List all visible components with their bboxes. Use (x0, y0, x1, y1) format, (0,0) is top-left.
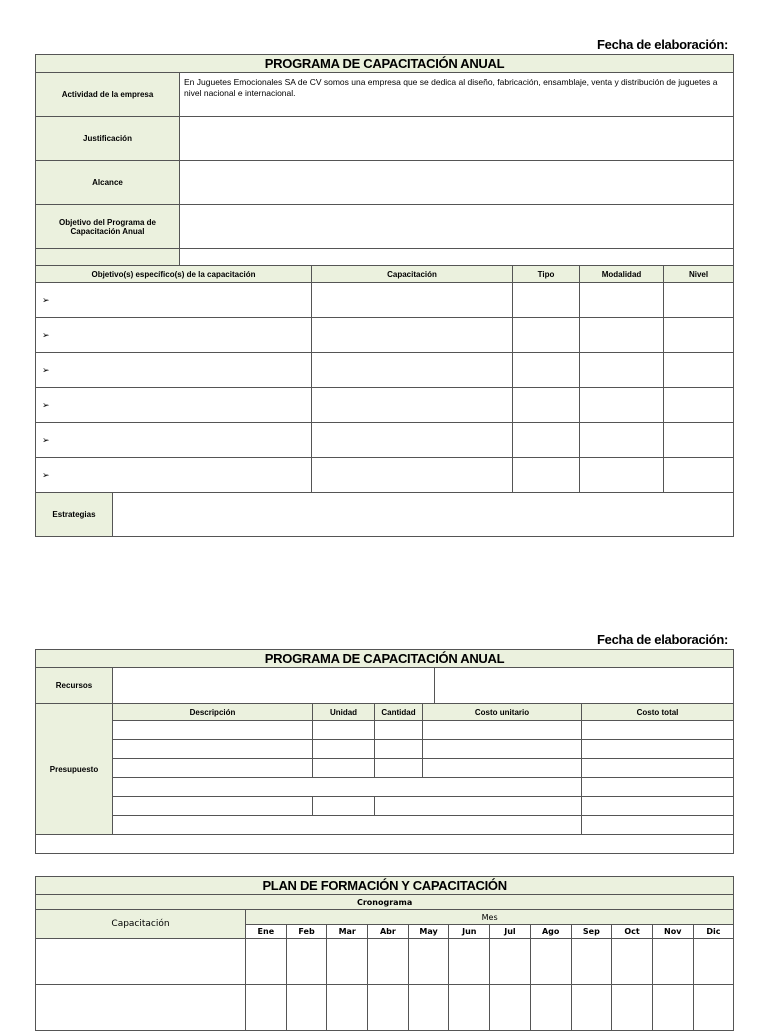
unidad-cell[interactable] (313, 759, 375, 778)
unidad-cell[interactable] (313, 797, 375, 816)
month-dic: Dic (693, 925, 734, 939)
page-title: PROGRAMA DE CAPACITACIÓN ANUAL (36, 55, 734, 73)
modalidad-cell[interactable] (580, 353, 664, 388)
page-title: PROGRAMA DE CAPACITACIÓN ANUAL (36, 650, 734, 668)
col-header-costo-unitario: Costo unitario (423, 704, 582, 721)
descripcion-cell[interactable] (113, 740, 313, 759)
capacitacion-cell[interactable] (312, 283, 513, 318)
nivel-cell[interactable] (664, 353, 734, 388)
objetivo-cell[interactable] (36, 458, 312, 493)
month-feb: Feb (286, 925, 327, 939)
objetivo-cell[interactable] (36, 388, 312, 423)
tipo-cell[interactable] (513, 318, 580, 353)
month-abr: Abr (368, 925, 409, 939)
month-ene: Ene (246, 925, 287, 939)
objetivo-label: Objetivo del Programa de Capacitación Anual (36, 205, 180, 249)
month-jun: Jun (449, 925, 490, 939)
actividad-label: Actividad de la empresa (36, 73, 180, 117)
cantidad-cell[interactable] (375, 740, 423, 759)
arrow-bullet-icon: ➢ (42, 399, 50, 410)
recursos-field[interactable] (435, 668, 734, 704)
presupuesto-table (35, 649, 734, 854)
justificacion-label: Justificación (36, 117, 180, 161)
col-header-descripcion: Descripción (113, 704, 313, 721)
month-cell[interactable] (652, 939, 693, 985)
objetivo-cell[interactable] (36, 283, 312, 318)
col-header-unidad: Unidad (313, 704, 375, 721)
presupuesto-label: Presupuesto (36, 704, 113, 835)
alcance-label: Alcance (36, 161, 180, 205)
plan-table (35, 876, 734, 1031)
table-row (36, 283, 734, 318)
footer-row (36, 835, 734, 854)
merged-cell[interactable] (375, 797, 582, 816)
descripcion-cell[interactable] (113, 721, 313, 740)
table-row (36, 778, 734, 797)
nivel-cell[interactable] (664, 283, 734, 318)
month-may: May (408, 925, 449, 939)
col-header-costo-total: Costo total (582, 704, 734, 721)
table-row (36, 388, 734, 423)
objetivo-cell[interactable] (36, 318, 312, 353)
costo-total-cell[interactable] (582, 721, 734, 740)
cantidad-cell[interactable] (375, 759, 423, 778)
objetivo-field[interactable] (180, 205, 734, 249)
modalidad-cell[interactable] (580, 388, 664, 423)
modalidad-cell[interactable] (580, 423, 664, 458)
capacitacion-cell[interactable] (312, 458, 513, 493)
tipo-cell[interactable] (513, 283, 580, 318)
estrategias-field[interactable] (113, 493, 734, 537)
recursos-field[interactable] (113, 668, 435, 704)
arrow-bullet-icon: ➢ (42, 434, 50, 445)
month-mar: Mar (327, 925, 368, 939)
plan-title: PLAN DE FORMACIÓN Y CAPACITACIÓN (36, 877, 734, 895)
month-cell[interactable] (571, 939, 612, 985)
capacitacion-cell[interactable] (312, 388, 513, 423)
estrategias-label: Estrategias (36, 493, 113, 537)
alcance-field[interactable] (180, 161, 734, 205)
nivel-cell[interactable] (664, 458, 734, 493)
table-row (36, 353, 734, 388)
month-cell[interactable] (693, 939, 734, 985)
month-cell[interactable] (408, 939, 449, 985)
objetivo-cell[interactable] (36, 423, 312, 458)
costo-unitario-cell[interactable] (423, 740, 582, 759)
tipo-cell[interactable] (513, 458, 580, 493)
unidad-cell[interactable] (313, 721, 375, 740)
spacer-cell (36, 249, 180, 266)
spacer-cell (180, 249, 734, 266)
tipo-cell[interactable] (513, 388, 580, 423)
month-jul: Jul (490, 925, 531, 939)
costo-unitario-cell[interactable] (423, 759, 582, 778)
recursos-label: Recursos (36, 668, 113, 704)
table-row (36, 423, 734, 458)
month-cell[interactable] (368, 939, 409, 985)
nivel-cell[interactable] (664, 318, 734, 353)
capacitacion-cell[interactable] (312, 318, 513, 353)
tipo-cell[interactable] (513, 423, 580, 458)
month-cell[interactable] (327, 939, 368, 985)
fecha-label: Fecha de elaboración: (597, 37, 728, 52)
col-header-cantidad: Cantidad (375, 704, 423, 721)
nivel-cell[interactable] (664, 388, 734, 423)
table-row (36, 797, 734, 816)
costo-total-cell[interactable] (582, 797, 734, 816)
modalidad-cell[interactable] (580, 458, 664, 493)
nivel-cell[interactable] (664, 423, 734, 458)
descripcion-cell[interactable] (113, 797, 313, 816)
mes-header: Mes (246, 910, 734, 925)
capacitacion-cell[interactable] (312, 423, 513, 458)
arrow-bullet-icon: ➢ (42, 364, 50, 375)
month-cell[interactable] (490, 939, 531, 985)
month-cell[interactable] (530, 939, 571, 985)
costo-unitario-cell[interactable] (423, 721, 582, 740)
tipo-cell[interactable] (513, 353, 580, 388)
modalidad-cell[interactable] (580, 318, 664, 353)
arrow-bullet-icon: ➢ (42, 294, 50, 305)
arrow-bullet-icon: ➢ (42, 329, 50, 340)
subtotal-cell[interactable] (113, 778, 582, 797)
programa-table (35, 54, 734, 537)
col-header-modalidad: Modalidad (580, 266, 664, 283)
month-oct: Oct (612, 925, 653, 939)
costo-total-cell[interactable] (582, 759, 734, 778)
table-row (36, 939, 734, 985)
unidad-cell[interactable] (313, 740, 375, 759)
month-cell[interactable] (612, 939, 653, 985)
month-ago: Ago (530, 925, 571, 939)
col-header-tipo: Tipo (513, 266, 580, 283)
table-row (36, 318, 734, 353)
arrow-bullet-icon: ➢ (42, 469, 50, 480)
table-row (36, 458, 734, 493)
capacitacion-cell[interactable] (36, 939, 246, 985)
month-nov: Nov (652, 925, 693, 939)
table-row (36, 816, 734, 835)
col-header-objetivos: Objetivo(s) específico(s) de la capacitación (36, 266, 312, 283)
month-sep: Sep (571, 925, 612, 939)
capacitacion-cell[interactable] (312, 353, 513, 388)
cronograma-header: Cronograma (36, 895, 734, 910)
total-cell[interactable] (113, 816, 582, 835)
month-cell[interactable] (449, 939, 490, 985)
objetivo-cell[interactable] (36, 353, 312, 388)
col-header-nivel: Nivel (664, 266, 734, 283)
table-row (36, 721, 734, 740)
month-cell[interactable] (286, 939, 327, 985)
fecha-label: Fecha de elaboración: (597, 632, 728, 647)
capacitacion-header: Capacitación (36, 910, 246, 939)
descripcion-cell[interactable] (113, 759, 313, 778)
actividad-text[interactable]: En Juguetes Emocionales SA de CV somos una empresa que se dedica al diseño, fabricación, ensamblaje, venta y distribución de juguetes a nivel nacional e internacional. (180, 73, 734, 117)
costo-total-cell[interactable] (582, 740, 734, 759)
costo-total-cell[interactable] (582, 816, 734, 835)
col-header-capacitacion: Capacitación (312, 266, 513, 283)
table-row (36, 740, 734, 759)
costo-total-cell[interactable] (582, 778, 734, 797)
cantidad-cell[interactable] (375, 721, 423, 740)
justificacion-field[interactable] (180, 117, 734, 161)
modalidad-cell[interactable] (580, 283, 664, 318)
month-cell[interactable] (246, 939, 287, 985)
table-row (36, 759, 734, 778)
